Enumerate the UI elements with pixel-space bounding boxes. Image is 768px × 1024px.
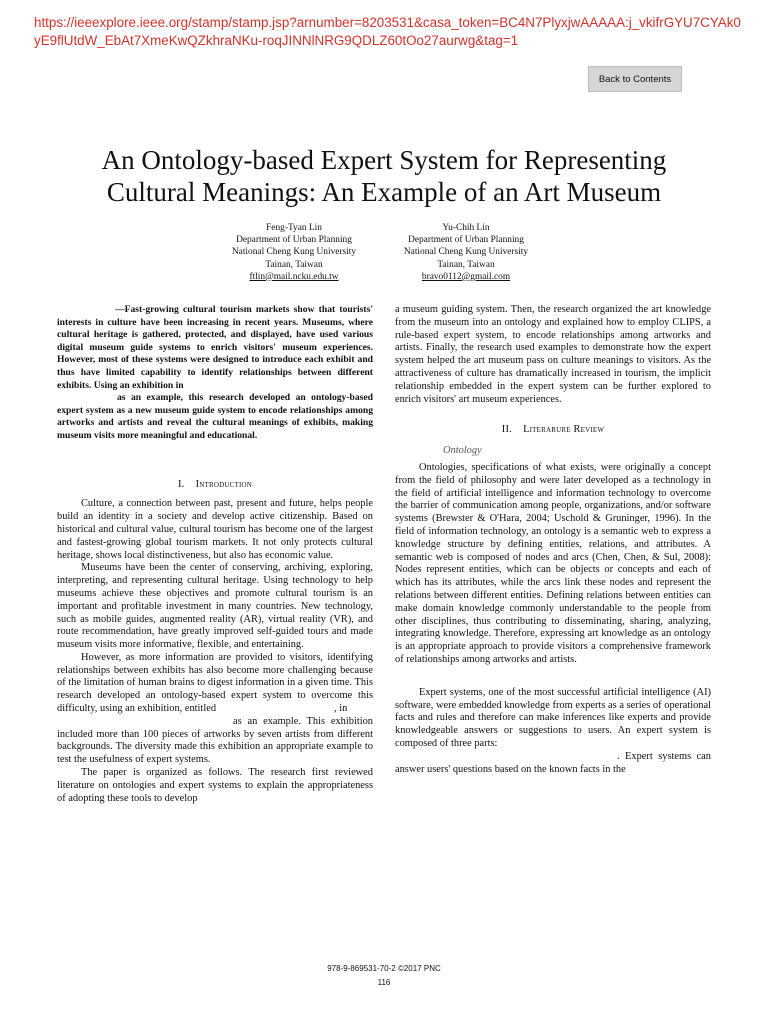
left-column	[57, 304, 373, 805]
author-univ: National Cheng Kung University	[403, 247, 529, 258]
section-title: Literarure Review	[523, 424, 605, 436]
intro-paragraph-1: Culture, a connection between past, present and future, helps people build an identity in a society and develop active citizenship. Based on historical and cultural value, cultural tourism has become one of the largest and fastest-growing global tourism markets. It not only protects cultural heritage, shows local distinctiveness, but also has economic value.	[57, 498, 373, 561]
author-name: Yu-Chih Lin	[442, 223, 490, 233]
section-number: II.	[501, 424, 512, 436]
author-univ: National Cheng Kung University	[231, 247, 357, 258]
expert-systems-text: Expert systems, one of the most successful artificial intelligence (AI) software, were embedded knowledge from experts as a series of operational facts and rules and therefore can make inferences like experts and provide knowledgeable answers or suggestions to users. An expert system is composed of three parts:	[395, 686, 711, 749]
title-line-1: An Ontology-based Expert System for Representing	[101, 145, 667, 175]
author-dept: Department of Urban Planning	[236, 235, 352, 246]
right-column	[395, 304, 711, 776]
intro-paragraph-3-in: , in	[334, 703, 348, 715]
author-1	[206, 222, 382, 283]
intro-continued: a museum guiding system. Then, the research organized the art knowledge from the museum into an ontology and explained how to employ CLIPS, a rule-based expert system, to encode relationships among artworks and artists. Finally, the research used examples to demonstrate how the expert system helped the art museum pass on culture meanings to visitors. As the attractiveness of culture has dramatically increased in tourism, the implicit relationship embedded in the expert system can be further explored to enrich visitors' art museum experiences.	[395, 304, 711, 405]
page-url[interactable]: https://ieeexplore.ieee.org/stamp/stamp.jsp?arnumber=8203531&casa_token=BC4N7PlyxjwAAAAA:j_vkifrGYU7CYAk0yE9flUtdW_EbAt7XmeKwQZkhraNKu-roqJINNlNRG9QDLZ60tOo27aurwg&tag=1	[34, 15, 741, 48]
intro-paragraph-2: Museums have been the center of conserving, archiving, exploring, interpreting, and representing cultural heritage. Using technology to help museums achieve these objectives and promote cultural tourism is an important and profitable investment in many countries. New technology, such as mobile guides, augmented reality (AR), virtual reality (VR), and route recommendation, have greatly improved self-guided tours and made museum visits more informative, flexible, and entertaining.	[57, 562, 373, 651]
footer-isbn: 978-9-869531-70-2 ©2017 PNC	[327, 964, 441, 973]
author-name: Feng-Tyan Lin	[266, 223, 322, 233]
intro-paragraph-4: The paper is organized as follows. The research first reviewed literature on ontologies and expert systems to explain the appropriateness of adopting these tools to develop	[57, 767, 373, 804]
subsection-heading-ontology: Ontology	[443, 445, 482, 457]
author-city: Tainan, Taiwan	[437, 259, 495, 270]
section-number: I.	[177, 478, 185, 490]
subsection-gap	[395, 667, 711, 687]
intro-paragraph-3-rest: as an example. This exhibition included more than 100 pieces of artworks by seven artists from different backgrounds. The diversity made this exhibition an appropriate example to test the usefulness of expert systems.	[57, 715, 373, 766]
section-heading-literature-review	[395, 424, 711, 437]
ontology-paragraph: Ontologies, specifications of what exists, were originally a concept from the field of philosophy and were later developed as a technology in the field of artificial intelligence and information technology to overcome the barrier of communication among people, organizations, and/or software systems (Brewster & O'Hara, 2004; Uschold & Gruninger, 1996). In the field of information technology, an ontology is a semantic web to express a knowledge structure by defining entities, relations, and attributes. A semantic web is composed of nodes and arcs (Chen, Chen, & Sul, 2008): Nodes represent entities, which can be objects or concepts and each of which has its attributes, while the arcs link these nodes and represent the relations between different entities. Defining relations between entities can make domain knowledge commonly understandable to the people from other disciplines, thus contributing to disseminating, sharing, analyzing, integrating knowledge. Therefore, expressing art knowledge as an ontology is an appropriate approach to provide visitors a comprehensive framework of relationships among artworks and artists.	[395, 461, 711, 665]
author-2	[378, 222, 554, 283]
expert-systems-paragraph	[395, 687, 711, 777]
intro-paragraph-3-text: However, as more information are provided to visitors, identifying relationships between exhibits has also become more challenging because of the limitation of human brains to digest information in a given time. This research developed an ontology-based expert system to overcome this difficulty, using an exhibition, entitled	[57, 651, 373, 715]
author-city: Tainan, Taiwan	[265, 259, 323, 270]
section-title: Introduction	[195, 478, 253, 490]
intro-paragraph-3	[57, 652, 373, 767]
author-email[interactable]: bravo0112@gmail.com	[421, 271, 511, 282]
expert-systems-text-2: . Expert systems can answer users' questions based on the known facts in the	[395, 750, 711, 775]
title-line-2: Cultural Meanings: An Example of an Art Museum	[106, 177, 662, 207]
paper-title	[40, 144, 728, 208]
abstract-part-2: as an example, this research developed an ontology-based expert system as a new museum guide system to encode relationships among artworks and artists and reveal the cultural meanings of exhibits, making museum visits more meaningful and educational.	[57, 392, 373, 441]
author-dept: Department of Urban Planning	[408, 235, 524, 246]
section-heading-introduction	[57, 479, 373, 492]
abstract-part-1: —Fast-growing cultural tourism markets show that tourists' interests in culture have been increasing in recent years. Museums, where cultural heritage is gathered, protected, and displayed, have used various digital museum guide systems to enrich visitors' museum experiences. However, most of these systems were designed to introduce each exhibit and thus have limited capability to identify relationships between different exhibits. Using an exhibition in	[57, 304, 373, 391]
back-to-contents-button[interactable]: Back to Contents	[588, 66, 682, 92]
author-email[interactable]: ftlin@mail.ncku.edu.tw	[249, 271, 339, 282]
footer-page-number: 116	[377, 978, 391, 987]
